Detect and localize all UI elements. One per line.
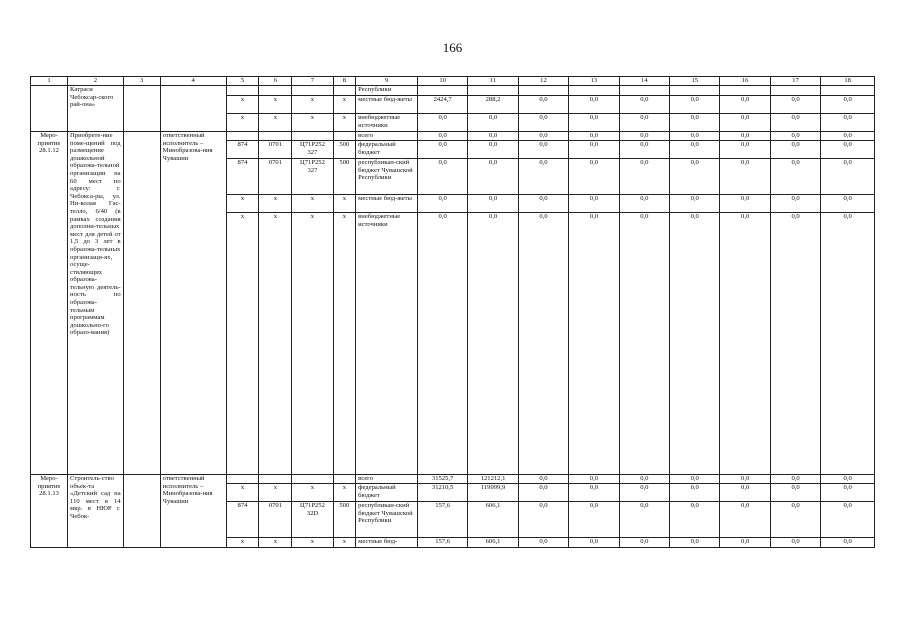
amount-cell: 0,0 [821, 502, 875, 538]
budget-code: 0701 [259, 502, 292, 538]
empty-cell [123, 132, 160, 475]
column-number: 11 [468, 77, 518, 86]
budget-code: x [292, 538, 333, 548]
amount-cell: 0,0 [518, 502, 568, 538]
budget-code: x [259, 195, 292, 213]
amount-cell: 0,0 [619, 132, 669, 141]
budget-code: x [333, 484, 356, 502]
column-number: 16 [720, 77, 770, 86]
budget-code: x [292, 195, 333, 213]
amount-cell: 0,0 [569, 213, 619, 475]
funding-source: местные бюд-жеты [356, 195, 418, 213]
amount-cell: 2424,7 [417, 96, 467, 114]
amount-cell: 0,0 [417, 213, 467, 475]
amount-cell [518, 86, 568, 96]
amount-cell: 0,0 [720, 141, 770, 159]
amount-cell: 157,6 [417, 538, 467, 548]
budget-code: x [292, 114, 333, 132]
amount-cell: 0,0 [569, 475, 619, 484]
amount-cell: 606,1 [468, 538, 518, 548]
amount-cell: 0,0 [518, 159, 568, 195]
amount-cell: 0,0 [821, 96, 875, 114]
amount-cell: 121212,1 [468, 475, 518, 484]
budget-code: x [226, 213, 259, 475]
amount-cell [670, 86, 720, 96]
budget-code: x [226, 195, 259, 213]
amount-cell [821, 86, 875, 96]
budget-code [292, 475, 333, 484]
amount-cell: 0,0 [619, 538, 669, 548]
activity-description: Приобрете-ние поме-щений под размещение дошкольной образова-тельной организации на 60 мест по адресу: г. Чебокса-ры, ул. Ни-колая Гас-телло, 6/40 (в рамках создания дополни-тельных мест для детей от 1,5 до 3 лет в образова-тельных организаци-ях, осуще-ствляющих образова-тельную деятель-ность по образова-тельным программам дошкольно-го образо-вания) [68, 132, 124, 475]
amount-cell: 0,0 [720, 502, 770, 538]
budget-code: x [259, 96, 292, 114]
amount-cell: 0,0 [569, 114, 619, 132]
amount-cell: 0,0 [619, 159, 669, 195]
amount-cell [720, 86, 770, 96]
executor: ответственный исполнитель – Минобразова-ния Чувашии [160, 475, 226, 548]
amount-cell: 0,0 [770, 132, 820, 141]
column-number: 3 [123, 77, 160, 86]
amount-cell: 0,0 [417, 159, 467, 195]
budget-code: x [259, 538, 292, 548]
budget-code: Ц71P252 327 [292, 159, 333, 195]
amount-cell: 0,0 [770, 195, 820, 213]
amount-cell: 0,0 [518, 96, 568, 114]
amount-cell: 0,0 [670, 475, 720, 484]
amount-cell: 0,0 [518, 213, 568, 475]
funding-source: Республики [356, 86, 418, 96]
amount-cell: 31210,5 [417, 484, 467, 502]
amount-cell: 0,0 [569, 538, 619, 548]
amount-cell: 0,0 [468, 159, 518, 195]
column-number: 18 [821, 77, 875, 86]
budget-code: x [333, 213, 356, 475]
budget-code: x [226, 538, 259, 548]
column-number: 4 [160, 77, 226, 86]
amount-cell: 157,6 [417, 502, 467, 538]
funding-source: республикан-ский бюджет Чувашской Республики [356, 502, 418, 538]
amount-cell: 0,0 [720, 96, 770, 114]
amount-cell: 0,0 [619, 502, 669, 538]
funding-source: местные бюд- [356, 538, 418, 548]
amount-cell: 0,0 [569, 484, 619, 502]
funding-source: всего [356, 132, 418, 141]
budget-code: x [226, 96, 259, 114]
amount-cell: 0,0 [770, 538, 820, 548]
amount-cell: 0,0 [770, 502, 820, 538]
amount-cell: 0,0 [670, 114, 720, 132]
column-number: 1 [31, 77, 68, 86]
amount-cell: 0,0 [670, 159, 720, 195]
funding-source: федеральный бюджет [356, 484, 418, 502]
amount-cell: 0,0 [670, 502, 720, 538]
amount-cell: 0,0 [518, 538, 568, 548]
funding-source: местные бюд-жеты [356, 96, 418, 114]
activity-number: Меро-приятие 28.1.12 [31, 132, 68, 475]
budget-code: 500 [333, 159, 356, 195]
amount-cell: 0,0 [821, 538, 875, 548]
funding-source: всего [356, 475, 418, 484]
budget-code: x [333, 96, 356, 114]
column-number: 15 [670, 77, 720, 86]
amount-cell: 0,0 [468, 141, 518, 159]
amount-cell [619, 86, 669, 96]
budget-table [30, 76, 875, 548]
budget-code [292, 86, 333, 96]
budget-code [333, 86, 356, 96]
budget-code: 0701 [259, 141, 292, 159]
amount-cell: 606,1 [468, 502, 518, 538]
amount-cell: 0,0 [468, 195, 518, 213]
funding-source: внебюджетные источники [356, 114, 418, 132]
budget-code: Ц71P252 32D [292, 502, 333, 538]
amount-cell: 0,0 [569, 159, 619, 195]
page-number: 166 [442, 40, 463, 55]
budget-code [259, 132, 292, 141]
funding-source: внебюджетные источники [356, 213, 418, 475]
amount-cell: 119999,9 [468, 484, 518, 502]
amount-cell: 0,0 [518, 114, 568, 132]
amount-cell [569, 86, 619, 96]
amount-cell [770, 86, 820, 96]
budget-code [333, 475, 356, 484]
amount-cell: 0,0 [770, 484, 820, 502]
table-row [31, 132, 875, 141]
column-number: 13 [569, 77, 619, 86]
amount-cell: 0,0 [770, 141, 820, 159]
amount-cell: 0,0 [619, 475, 669, 484]
column-number: 9 [356, 77, 418, 86]
amount-cell: 0,0 [569, 96, 619, 114]
budget-code: x [226, 114, 259, 132]
amount-cell: 0,0 [468, 213, 518, 475]
amount-cell: 0,0 [619, 114, 669, 132]
amount-cell: 0,0 [518, 141, 568, 159]
budget-code: x [292, 96, 333, 114]
amount-cell: 0,0 [720, 159, 770, 195]
budget-code: x [333, 195, 356, 213]
amount-cell: 0,0 [569, 195, 619, 213]
table-row [31, 86, 875, 96]
amount-cell: 31525,7 [417, 475, 467, 484]
amount-cell: 0,0 [821, 159, 875, 195]
budget-code: x [333, 538, 356, 548]
amount-cell: 0,0 [518, 132, 568, 141]
amount-cell: 0,0 [720, 132, 770, 141]
budget-code: x [259, 213, 292, 475]
budget-code: 874 [226, 502, 259, 538]
amount-cell: 0,0 [619, 484, 669, 502]
amount-cell: 0,0 [770, 114, 820, 132]
column-number: 7 [292, 77, 333, 86]
amount-cell: 0,0 [417, 141, 467, 159]
amount-cell: 0,0 [619, 213, 669, 475]
empty-cell [123, 475, 160, 548]
budget-code [259, 475, 292, 484]
column-number-row [31, 77, 875, 86]
amount-cell: 0,0 [821, 141, 875, 159]
amount-cell: 0,0 [770, 96, 820, 114]
amount-cell: 0,0 [720, 195, 770, 213]
amount-cell: 0,0 [569, 502, 619, 538]
amount-cell: 0,0 [770, 213, 820, 475]
amount-cell: 0,0 [569, 132, 619, 141]
amount-cell: 288,2 [468, 96, 518, 114]
budget-code [226, 475, 259, 484]
amount-cell: 0,0 [821, 114, 875, 132]
amount-cell: 0,0 [417, 195, 467, 213]
amount-cell: 0,0 [670, 132, 720, 141]
amount-cell: 0,0 [720, 475, 770, 484]
activity-description: Катраси Чебоксар-ского рай-она» [68, 86, 124, 132]
amount-cell: 0,0 [821, 475, 875, 484]
executor [160, 86, 226, 132]
amount-cell: 0,0 [468, 114, 518, 132]
activity-number: Меро-приятие 28.1.13 [31, 475, 68, 548]
budget-code: x [292, 484, 333, 502]
amount-cell [468, 86, 518, 96]
budget-code [259, 86, 292, 96]
amount-cell: 0,0 [468, 132, 518, 141]
column-number: 8 [333, 77, 356, 86]
budget-code: 874 [226, 141, 259, 159]
budget-code [292, 132, 333, 141]
budget-code: 500 [333, 141, 356, 159]
column-number: 5 [226, 77, 259, 86]
column-number: 2 [68, 77, 124, 86]
amount-cell: 0,0 [670, 538, 720, 548]
amount-cell: 0,0 [770, 159, 820, 195]
amount-cell: 0,0 [619, 195, 669, 213]
amount-cell: 0,0 [720, 114, 770, 132]
amount-cell: 0,0 [670, 195, 720, 213]
budget-code: x [259, 484, 292, 502]
amount-cell: 0,0 [619, 141, 669, 159]
amount-cell: 0,0 [417, 114, 467, 132]
amount-cell: 0,0 [670, 484, 720, 502]
column-number: 14 [619, 77, 669, 86]
budget-code: x [259, 114, 292, 132]
amount-cell: 0,0 [821, 213, 875, 475]
amount-cell: 0,0 [569, 141, 619, 159]
budget-code [226, 132, 259, 141]
budget-code: 500 [333, 502, 356, 538]
budget-code: 874 [226, 159, 259, 195]
amount-cell: 0,0 [720, 213, 770, 475]
empty-cell [123, 86, 160, 132]
budget-code: x [292, 213, 333, 475]
activity-description: Строитель-ство объек-та «Детский сад на 110 мест в 14 мкр. в НЮР г. Чебок- [68, 475, 124, 548]
amount-cell: 0,0 [770, 475, 820, 484]
amount-cell: 0,0 [821, 484, 875, 502]
amount-cell [417, 86, 467, 96]
amount-cell: 0,0 [670, 213, 720, 475]
amount-cell: 0,0 [518, 195, 568, 213]
executor: ответственный исполнитель – Минобразова-ния Чувашии [160, 132, 226, 475]
funding-source: республикан-ский бюджет Чувашской Республики [356, 159, 418, 195]
budget-code [333, 132, 356, 141]
amount-cell: 0,0 [670, 141, 720, 159]
column-number: 6 [259, 77, 292, 86]
amount-cell: 0,0 [518, 484, 568, 502]
budget-code: 0701 [259, 159, 292, 195]
table-row [31, 475, 875, 484]
amount-cell: 0,0 [720, 538, 770, 548]
column-number: 17 [770, 77, 820, 86]
budget-code: x [226, 484, 259, 502]
amount-cell: 0,0 [518, 475, 568, 484]
column-number: 10 [417, 77, 467, 86]
amount-cell: 0,0 [821, 195, 875, 213]
amount-cell: 0,0 [619, 96, 669, 114]
budget-code [226, 86, 259, 96]
column-number: 12 [518, 77, 568, 86]
amount-cell: 0,0 [720, 484, 770, 502]
budget-code: x [333, 114, 356, 132]
budget-code: Ц71P252 327 [292, 141, 333, 159]
amount-cell: 0,0 [417, 132, 467, 141]
amount-cell: 0,0 [821, 132, 875, 141]
amount-cell: 0,0 [670, 96, 720, 114]
activity-number [31, 86, 68, 132]
funding-source: федеральный бюджет [356, 141, 418, 159]
